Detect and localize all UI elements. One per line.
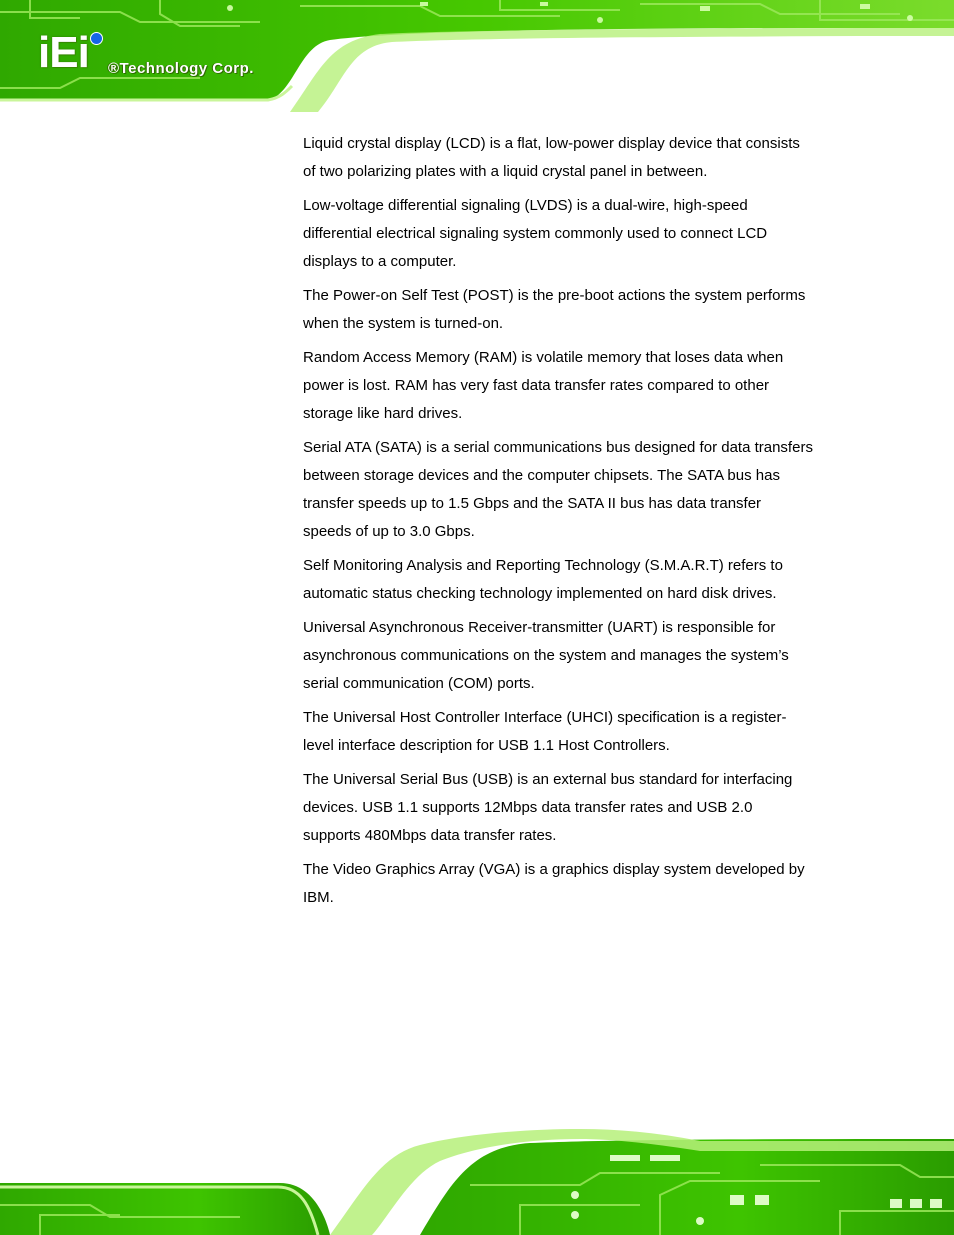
paragraph-usb: The Universal Serial Bus (USB) is an external bus standard for interfacing devices. USB 1.1 supports 12Mbps data transfer rates and USB 2.0 supports 480Mbps data transfer rates. (303, 771, 793, 844)
paragraph-vga: The Video Graphics Array (VGA) is a graphics display system developed by IBM. (303, 861, 805, 906)
logo-text: ®Technology Corp. (108, 60, 254, 77)
company-logo (38, 30, 298, 80)
logo-dot-icon (90, 32, 103, 45)
paragraph-uhci: The Universal Host Controller Interface (UHCI) specification is a register-level interface description for USB 1.1 Host Controllers. (303, 709, 787, 754)
glossary-content (303, 130, 813, 918)
circuit-board-footer-graphic (0, 1125, 954, 1235)
page-header (0, 0, 954, 112)
paragraph-sata: Serial ATA (SATA) is a serial communications bus designed for data transfers between storage devices and the computer chipsets. The SATA bus has transfer speeds up to 1.5 Gbps and the SATA II bus has data transfer speeds of up to 3.0 Gbps. (303, 439, 813, 540)
paragraph-post: The Power-on Self Test (POST) is the pre-boot actions the system performs when the system is turned-on. (303, 287, 806, 332)
paragraph-uart: Universal Asynchronous Receiver-transmitter (UART) is responsible for asynchronous communications on the system and manages the system’s serial communication (COM) ports. (303, 619, 789, 692)
paragraph-smart: Self Monitoring Analysis and Reporting Technology (S.M.A.R.T) refers to automatic status checking technology implemented on hard disk drives. (303, 557, 783, 602)
paragraph-ram: Random Access Memory (RAM) is volatile memory that loses data when power is lost. RAM has very fast data transfer rates compared to other storage like hard drives. (303, 349, 784, 422)
logo-mark: iEi (38, 28, 89, 77)
page-footer (0, 1125, 954, 1235)
paragraph-lcd: Liquid crystal display (LCD) is a flat, low-power display device that consists of two polarizing plates with a liquid crystal panel in between. (303, 135, 800, 180)
paragraph-lvds: Low-voltage differential signaling (LVDS) is a dual-wire, high-speed differential electrical signaling system commonly used to connect LCD displays to a computer. (303, 197, 768, 270)
